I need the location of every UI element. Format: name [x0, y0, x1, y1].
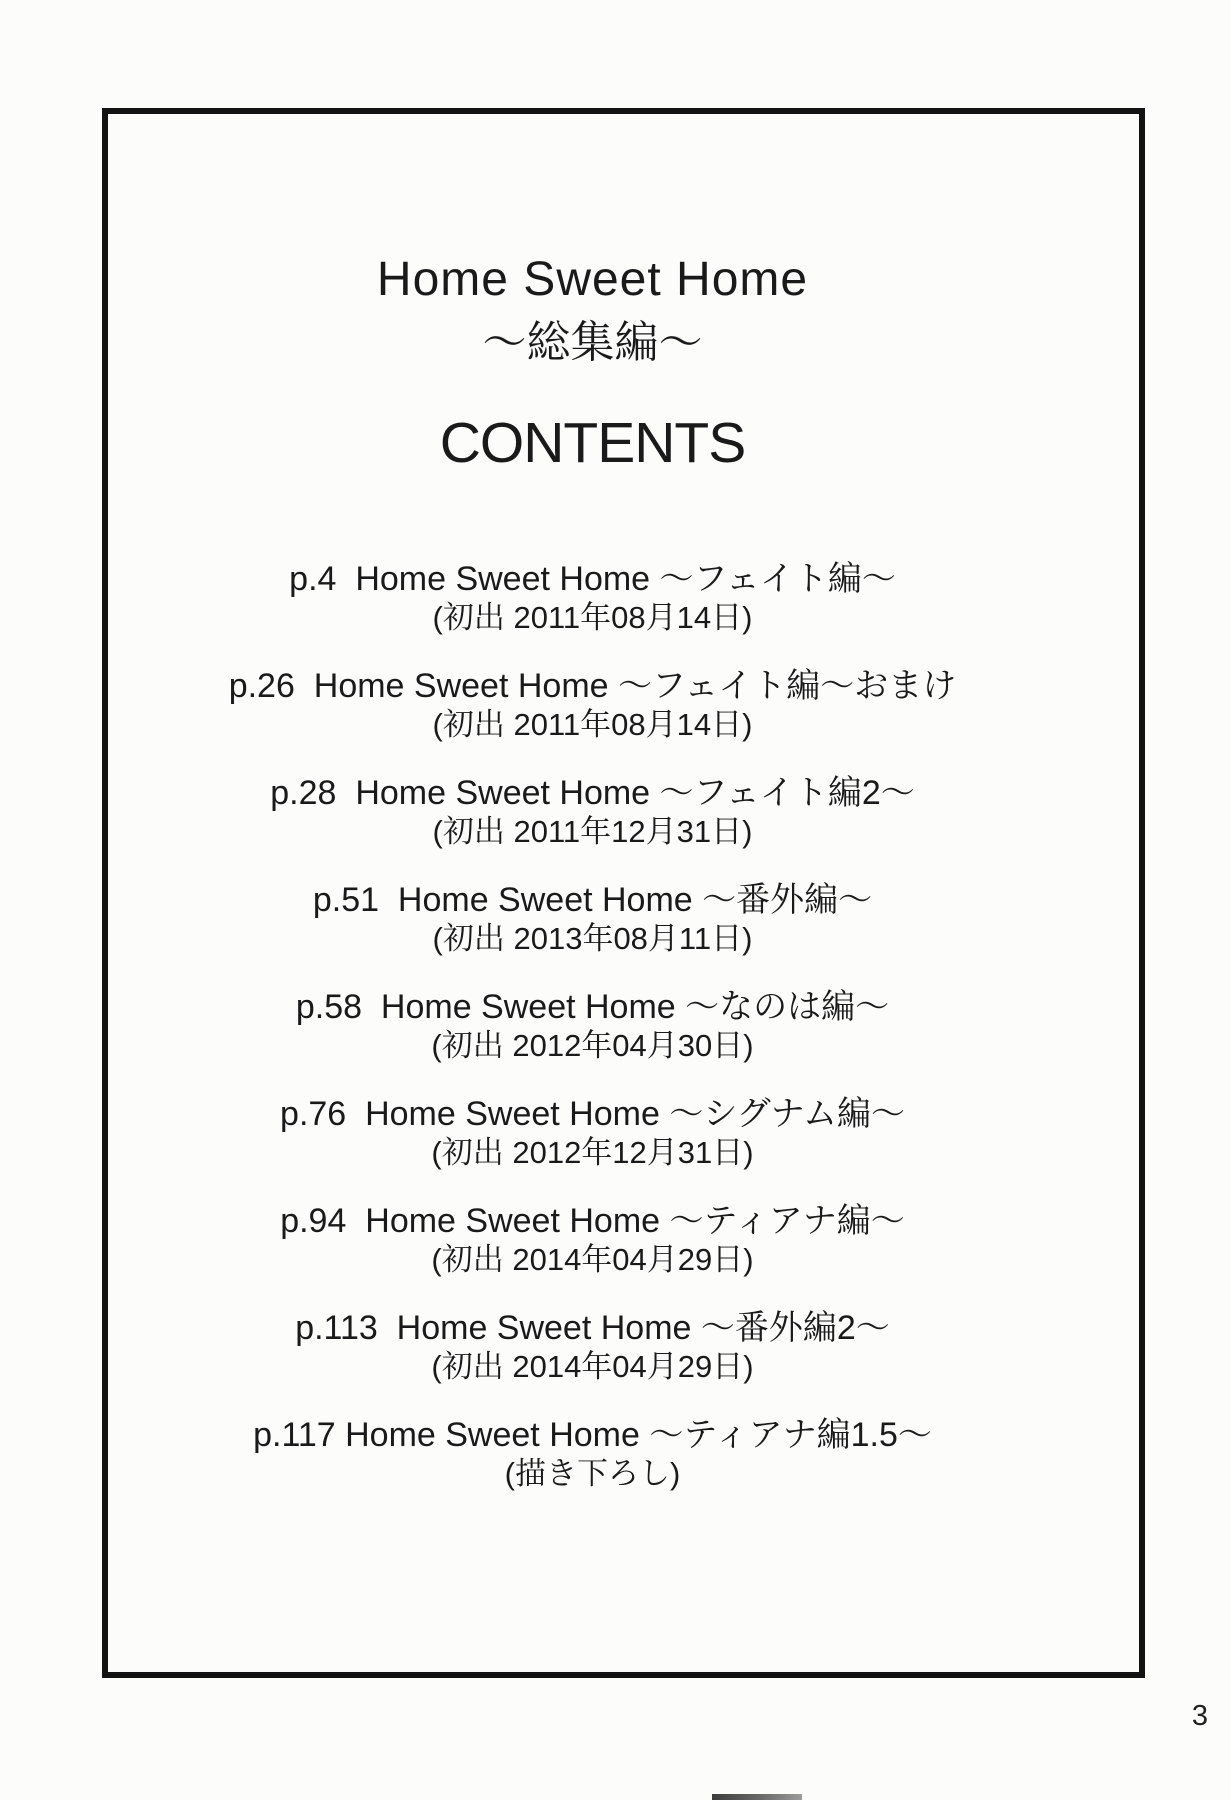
contents-heading: CONTENTS: [439, 411, 746, 475]
toc-entry-date: (初出 2013年08月11日): [432, 921, 753, 956]
toc-entry-date: (初出 2014年04月29日): [431, 1242, 754, 1277]
toc-entry-title: p.4 Home Sweet Home ～フェイト編～: [289, 560, 896, 598]
toc-entry-title: p.76 Home Sweet Home ～シグナム編～: [280, 1095, 905, 1133]
toc-entry-title: p.28 Home Sweet Home ～フェイト編2～: [270, 774, 915, 812]
toc-entry-title: p.58 Home Sweet Home ～なのは編～: [295, 988, 890, 1026]
toc-entry-title: p.113 Home Sweet Home ～番外編2～: [295, 1309, 890, 1347]
toc-entry-date: (初出 2011年08月14日): [432, 707, 753, 742]
toc-entry-title: p.94 Home Sweet Home ～ティアナ編～: [280, 1202, 905, 1240]
toc-entry-date: (初出 2012年04月30日): [431, 1028, 754, 1063]
toc-entry-date: (描き下ろし): [504, 1456, 681, 1491]
toc-entry-date: (初出 2014年04月29日): [431, 1349, 754, 1384]
toc-entry-date: (初出 2012年12月31日): [431, 1135, 754, 1170]
toc-entry-title: p.26 Home Sweet Home ～フェイト編～おまけ: [228, 667, 957, 705]
page-number: 3: [1191, 1700, 1209, 1732]
toc-entry-date: (初出 2011年08月14日): [432, 600, 753, 635]
toc-entry-date: (初出 2011年12月31日): [432, 814, 753, 849]
book-subtitle: ～総集編～: [482, 318, 703, 367]
toc-entry-title: p.117 Home Sweet Home ～ティアナ編1.5～: [253, 1416, 932, 1454]
toc-entry-title: p.51 Home Sweet Home ～番外編～: [312, 881, 873, 919]
scan-artifact-mark: [712, 1794, 802, 1800]
book-title: Home Sweet Home: [376, 253, 809, 306]
